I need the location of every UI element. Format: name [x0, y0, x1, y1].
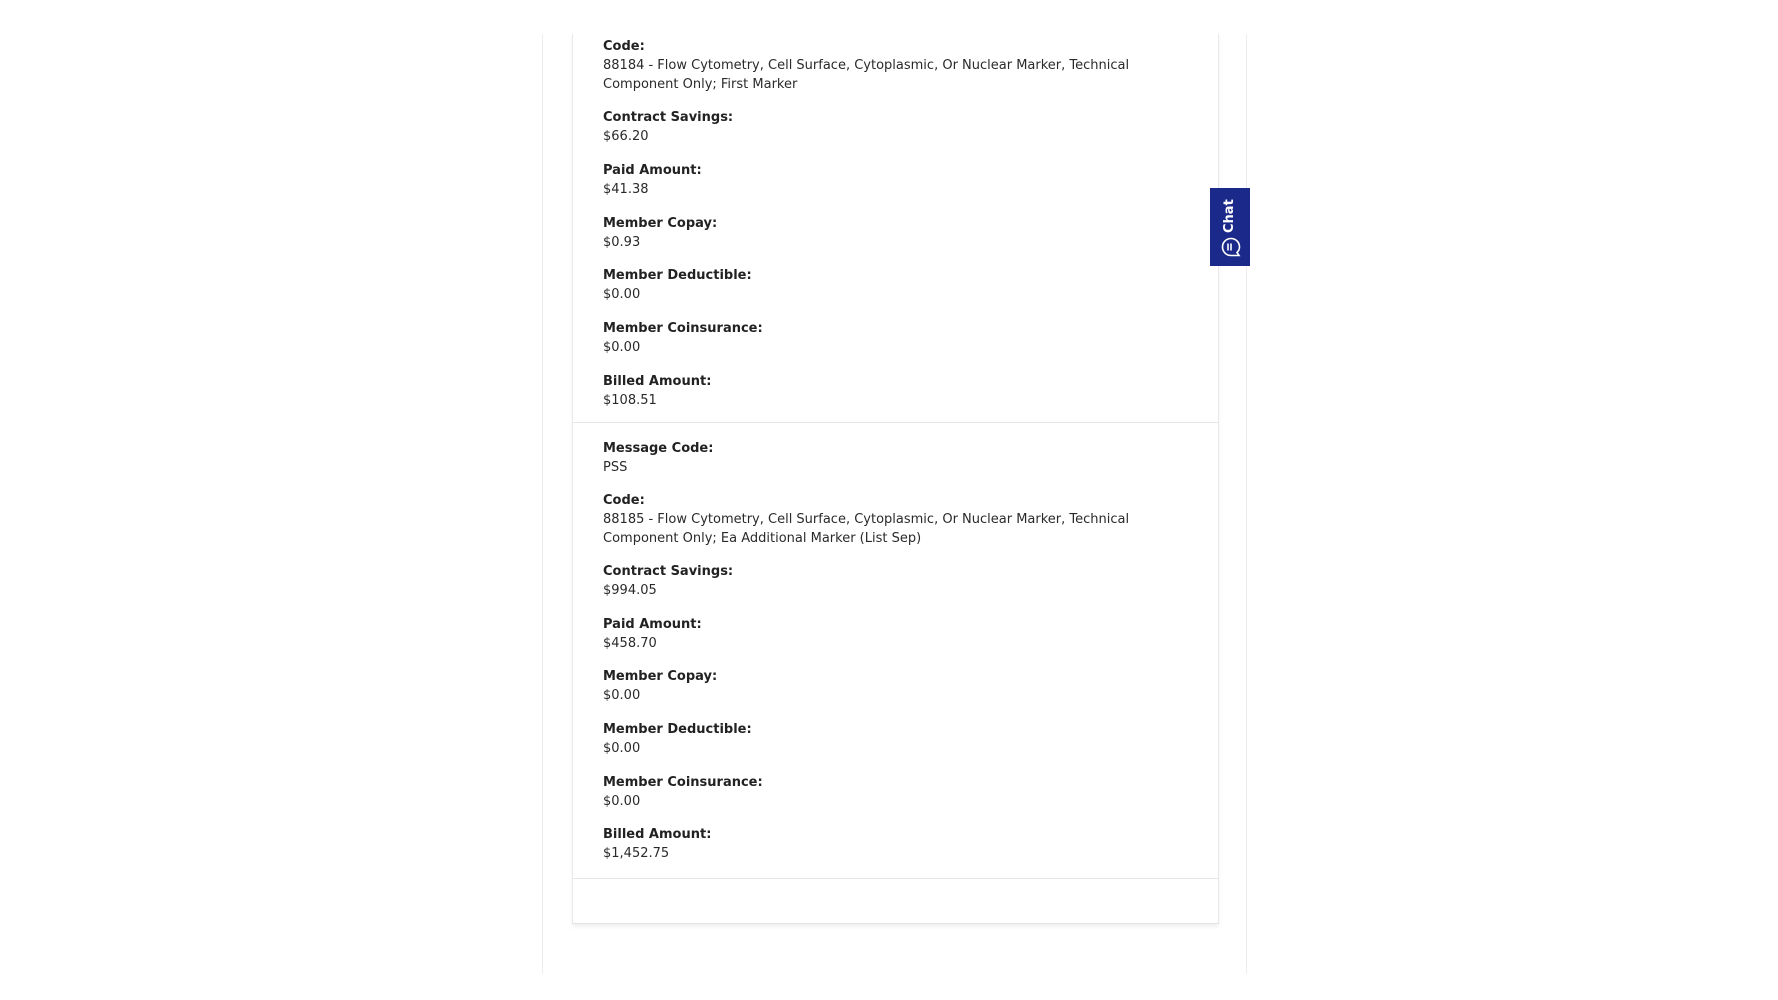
chat-button[interactable]	[1210, 188, 1250, 266]
contract-savings-field	[603, 108, 1193, 146]
member-copay-field	[603, 667, 1193, 705]
member-copay-value: $0.00	[603, 688, 641, 703]
member-copay-label: Member Copay:	[603, 669, 718, 684]
member-deductible-label: Member Deductible:	[603, 268, 752, 283]
message-code-label: Message Code:	[603, 441, 714, 456]
member-deductible-field	[603, 720, 1193, 758]
chat-label: Chat	[1222, 199, 1237, 233]
member-coinsurance-field	[603, 319, 1193, 357]
member-deductible-label: Member Deductible:	[603, 722, 752, 737]
claim-details-card	[572, 34, 1219, 924]
contract-savings-label: Contract Savings:	[603, 110, 734, 125]
member-coinsurance-value: $0.00	[603, 340, 641, 355]
chat-bubble-icon	[1220, 236, 1242, 258]
paid-amount-label: Paid Amount:	[603, 617, 702, 632]
message-code-field	[603, 439, 1193, 477]
billed-amount-value: $1,452.75	[603, 846, 670, 861]
paid-amount-value: $458.70	[603, 636, 657, 651]
member-coinsurance-value: $0.00	[603, 794, 641, 809]
contract-savings-value: $66.20	[603, 129, 649, 144]
contract-savings-value: $994.05	[603, 583, 657, 598]
member-coinsurance-label: Member Coinsurance:	[603, 775, 763, 790]
member-deductible-field	[603, 266, 1193, 304]
member-copay-field	[603, 214, 1193, 252]
claim-line-2	[573, 423, 1218, 879]
member-deductible-value: $0.00	[603, 287, 641, 302]
code-field	[603, 491, 1193, 548]
paid-amount-field	[603, 161, 1193, 199]
member-copay-label: Member Copay:	[603, 216, 718, 231]
claim-line-1	[573, 34, 1218, 423]
code-label: Code:	[603, 493, 645, 508]
billed-amount-value: $108.51	[603, 393, 657, 408]
paid-amount-field	[603, 615, 1193, 653]
billed-amount-label: Billed Amount:	[603, 827, 712, 842]
contract-savings-field	[603, 562, 1193, 600]
billed-amount-field	[603, 825, 1193, 863]
billed-amount-label: Billed Amount:	[603, 374, 712, 389]
code-label: Code:	[603, 39, 645, 54]
member-coinsurance-label: Member Coinsurance:	[603, 321, 763, 336]
paid-amount-label: Paid Amount:	[603, 163, 702, 178]
member-deductible-value: $0.00	[603, 741, 641, 756]
member-copay-value: $0.93	[603, 235, 641, 250]
card-footer	[573, 879, 1218, 923]
paid-amount-value: $41.38	[603, 182, 649, 197]
code-value: 88184 - Flow Cytometry, Cell Surface, Cytoplasmic, Or Nuclear Marker, Technical Component Only; First Marker	[603, 58, 1130, 92]
member-coinsurance-field	[603, 773, 1193, 811]
code-value: 88185 - Flow Cytometry, Cell Surface, Cytoplasmic, Or Nuclear Marker, Technical Component Only; Ea Additional Marker (List Sep)	[603, 512, 1130, 546]
message-code-value: PSS	[603, 460, 628, 475]
code-field	[603, 37, 1193, 94]
billed-amount-field	[603, 372, 1193, 410]
contract-savings-label: Contract Savings:	[603, 564, 734, 579]
